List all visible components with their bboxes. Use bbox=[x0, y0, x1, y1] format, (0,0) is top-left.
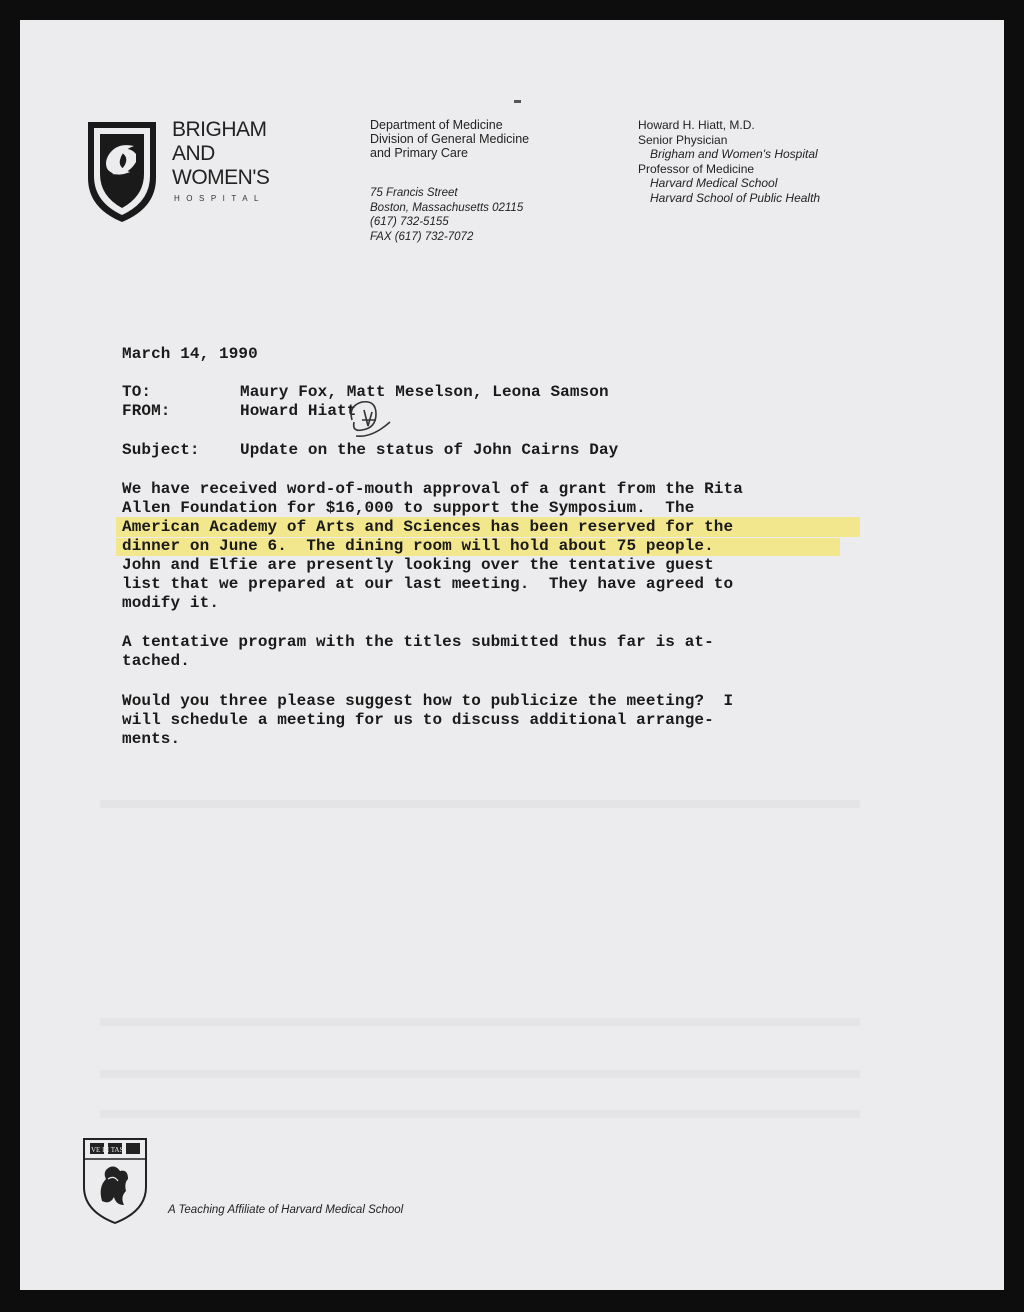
sender-affiliation: Harvard Medical School bbox=[650, 176, 778, 190]
hospital-name bbox=[172, 118, 269, 190]
sender-block bbox=[638, 118, 820, 205]
body-line: will schedule a meeting for us to discuss additional arrange- bbox=[122, 711, 714, 729]
body-line: modify it. bbox=[122, 594, 220, 612]
body-line: list that we prepared at our last meeting. They have agreed to bbox=[122, 575, 734, 593]
bleed-through bbox=[100, 1070, 860, 1078]
logo-line-3: WOMEN'S bbox=[172, 166, 270, 189]
bleed-through bbox=[100, 1018, 860, 1026]
address-line: 75 Francis Street bbox=[370, 187, 458, 199]
teaching-affiliate-note: A Teaching Affiliate of Harvard Medical School bbox=[168, 1204, 404, 1216]
body-line: tached. bbox=[122, 652, 190, 670]
page-mark bbox=[514, 100, 521, 103]
body-line: We have received word-of-mouth approval of a grant from the Rita bbox=[122, 480, 743, 498]
department-line: Division of General Medicine bbox=[370, 132, 530, 146]
department-block bbox=[370, 118, 529, 160]
body-line: ments. bbox=[122, 730, 181, 748]
sender-title: Senior Physician bbox=[638, 132, 728, 147]
body-line: Allen Foundation for $16,000 to support the Symposium. The bbox=[122, 499, 695, 517]
seal-text: VE RI TAS bbox=[91, 1146, 124, 1154]
logo-subtitle: HOSPITAL bbox=[174, 194, 265, 203]
address-line: (617) 732-5155 bbox=[370, 216, 449, 228]
harvard-seal-icon bbox=[80, 1135, 150, 1225]
body-line: dinner on June 6. The dining room will hold about 75 people. bbox=[122, 537, 714, 555]
subject-label: Subject: bbox=[122, 441, 200, 459]
from-sender: Howard Hiatt bbox=[240, 402, 357, 420]
logo-line-2: AND bbox=[172, 142, 215, 165]
sender-title: Professor of Medicine bbox=[638, 161, 755, 176]
bleed-through bbox=[100, 800, 860, 808]
bleed-through bbox=[100, 1110, 860, 1118]
from-label: FROM: bbox=[122, 402, 171, 420]
to-recipients: Maury Fox, Matt Meselson, Leona Samson bbox=[240, 383, 609, 401]
sender-affiliation: Harvard School of Public Health bbox=[650, 190, 821, 205]
sender-name: Howard H. Hiatt, M.D. bbox=[638, 118, 755, 132]
body-line: Would you three please suggest how to publicize the meeting? I bbox=[122, 692, 734, 710]
logo-line-1: BRIGHAM bbox=[172, 118, 267, 141]
address-block bbox=[370, 186, 523, 244]
body-line: John and Elfie are presently looking over the tentative guest bbox=[122, 556, 714, 574]
handwritten-initials-icon bbox=[342, 392, 396, 444]
department-line: Department of Medicine bbox=[370, 118, 503, 132]
address-line: Boston, Massachusetts 02115 bbox=[370, 201, 524, 214]
memo-date: March 14, 1990 bbox=[122, 345, 258, 363]
department-line: and Primary Care bbox=[370, 146, 468, 160]
sender-affiliation: Brigham and Women's Hospital bbox=[650, 147, 818, 161]
body-line: A tentative program with the titles submitted thus far is at- bbox=[122, 633, 714, 651]
subject-text: Update on the status of John Cairns Day bbox=[240, 441, 619, 459]
body-line: American Academy of Arts and Sciences has been reserved for the bbox=[122, 518, 734, 536]
hospital-logo-icon bbox=[86, 116, 158, 224]
to-label: TO: bbox=[122, 383, 152, 401]
address-line: FAX (617) 732-7072 bbox=[370, 230, 474, 243]
